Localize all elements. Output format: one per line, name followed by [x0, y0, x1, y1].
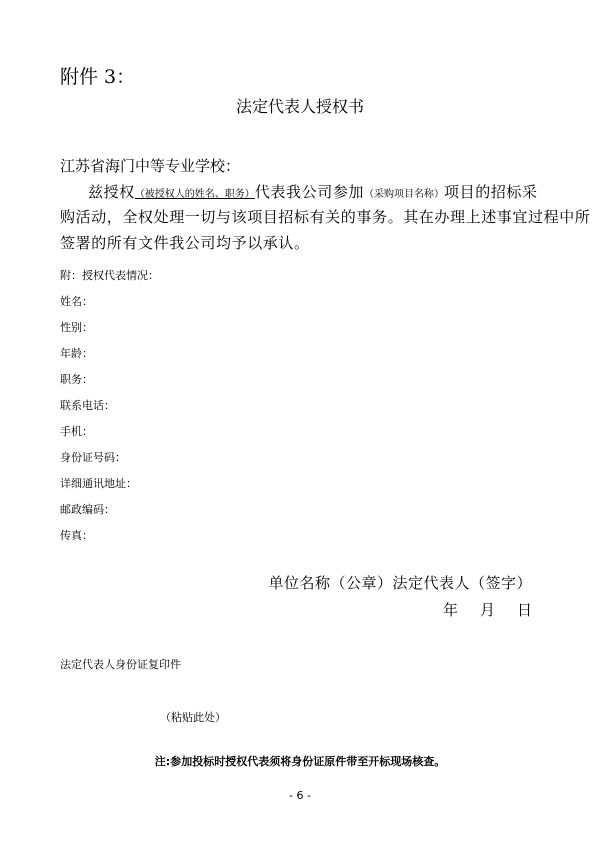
- field-id-number: 身份证号码：: [60, 451, 126, 464]
- footnote: 注:参加投标时授权代表须将身份证原件带至开标现场核查。: [154, 755, 446, 768]
- attachment-label: 附件 3：: [60, 66, 136, 88]
- addressee: 江苏省海门中等专业学校：: [60, 157, 241, 175]
- authorization-mid-text: 代表我公司参加: [254, 183, 365, 201]
- authorized-person-blank: （被授权人的姓名、职务）: [134, 189, 255, 200]
- document-title: 法定代表人授权书: [235, 97, 364, 116]
- field-postcode: 邮政编码：: [60, 503, 115, 516]
- date-day: 日: [516, 601, 532, 619]
- date-year: 年: [442, 601, 458, 619]
- field-phone: 联系电话：: [60, 399, 115, 412]
- authorization-post-text: 项目的招标采: [444, 183, 538, 201]
- date-month: 月: [479, 601, 495, 619]
- authorization-pre-text: 兹授权: [88, 183, 135, 201]
- authorization-line-1: [88, 181, 538, 202]
- authorization-line-3: 签署的所有文件我公司均予以承认。: [60, 234, 310, 252]
- field-gender: 性别：: [60, 321, 93, 334]
- field-name: 姓名：: [60, 295, 93, 308]
- field-fax: 传真：: [60, 529, 93, 542]
- project-name-blank: （采购项目名称）: [364, 189, 445, 200]
- field-age: 年龄：: [60, 347, 93, 360]
- authorization-line-2: 购活动，全权处理一切与该项目招标有关的事务。其在办理上述事宜过程中所: [60, 208, 591, 226]
- representative-info-note: 附：授权代表情况：: [60, 269, 159, 282]
- paste-here-label: （粘贴此处）: [160, 711, 226, 724]
- field-address: 详细通讯地址：: [60, 477, 137, 490]
- field-position: 职务：: [60, 373, 93, 386]
- signature-line: 单位名称（公章）法定代表人（签字）: [268, 574, 532, 592]
- field-mobile: 手机：: [60, 425, 93, 438]
- page-number: - 6 -: [289, 789, 311, 802]
- date-line: [443, 599, 532, 620]
- id-copy-title: 法定代表人身份证复印件: [60, 658, 181, 671]
